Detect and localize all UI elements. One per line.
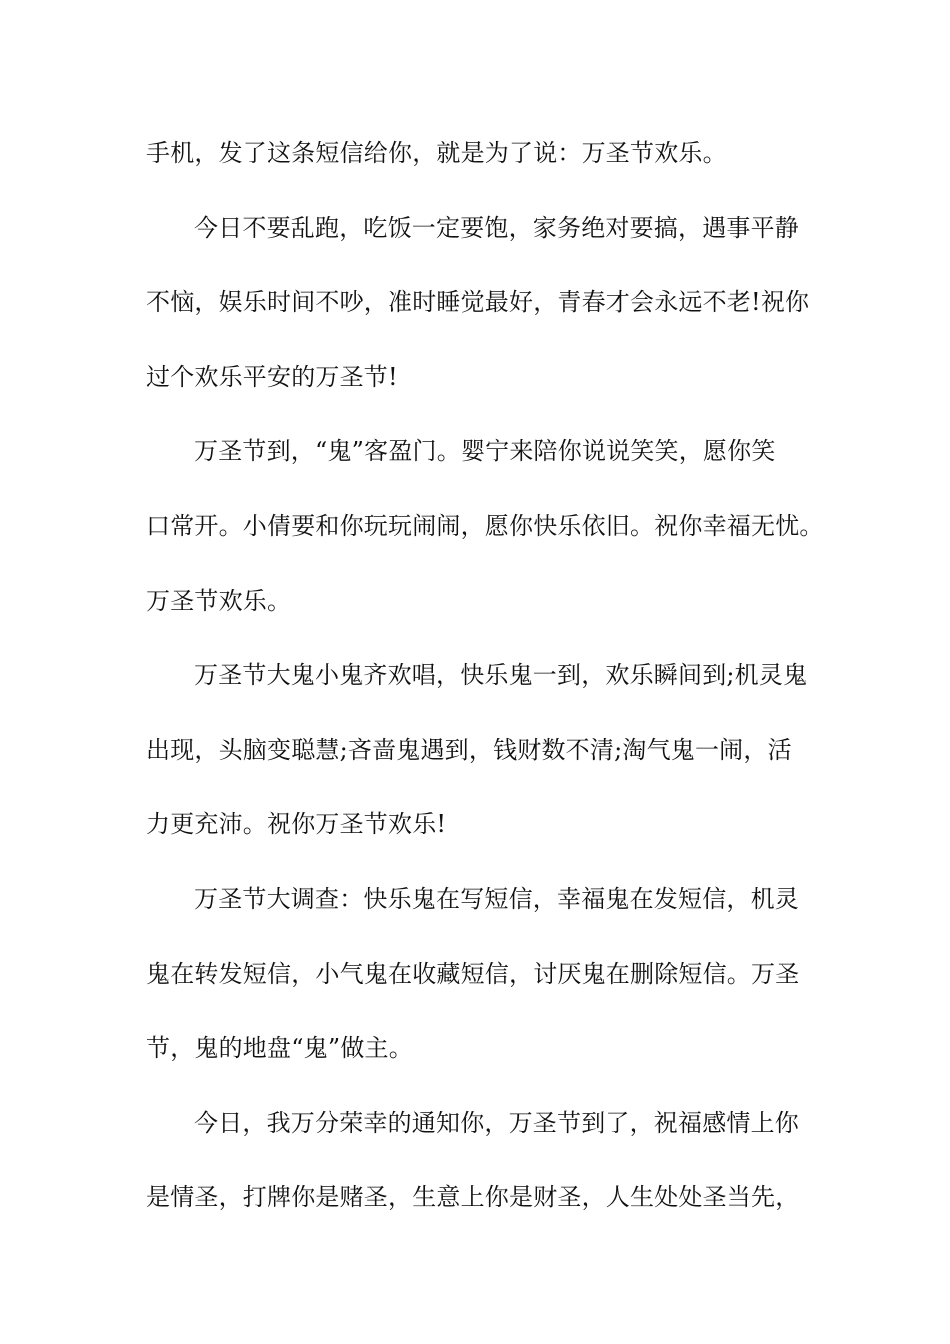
text-line: 过个欢乐平安的万圣节! <box>146 362 398 391</box>
text-line: 万圣节欢乐。 <box>146 586 292 615</box>
text-line: 鬼在转发短信，小气鬼在收藏短信，讨厌鬼在删除短信。万圣 <box>146 959 800 988</box>
text-line: 今日不要乱跑，吃饭一定要饱，家务绝对要搞，遇事平静 <box>194 213 799 242</box>
text-line: 手机，发了这条短信给你，就是为了说：万圣节欢乐。 <box>146 139 727 167</box>
text-line: 口常开。小倩要和你玩玩闹闹，愿你快乐依旧。祝你幸福无忧。 <box>146 511 824 540</box>
text-line: 出现，头脑变聪慧;吝啬鬼遇到，钱财数不清;淘气鬼一闹，活 <box>146 735 792 764</box>
text-line: 力更充沛。祝你万圣节欢乐! <box>146 810 447 839</box>
text-line: 不恼，娱乐时间不吵，准时睡觉最好，青春才会永远不老!祝你 <box>146 288 810 317</box>
document-body <box>146 127 826 1246</box>
text-line: 万圣节大鬼小鬼齐欢唱，快乐鬼一到，欢乐瞬间到;机灵鬼 <box>194 661 808 690</box>
text-line: 是情圣，打牌你是赌圣，生意上你是财圣，人生处处圣当先， <box>146 1183 800 1212</box>
text-line: 万圣节到，“鬼”客盈门。婴宁来陪你说说笑笑，愿你笑 <box>194 437 776 466</box>
text-line: 今日，我万分荣幸的通知你，万圣节到了，祝福感情上你 <box>194 1108 799 1137</box>
text-line: 万圣节大调查：快乐鬼在写短信，幸福鬼在发短信，机灵 <box>194 884 799 913</box>
text-line: 节，鬼的地盘“鬼”做主。 <box>146 1034 413 1063</box>
